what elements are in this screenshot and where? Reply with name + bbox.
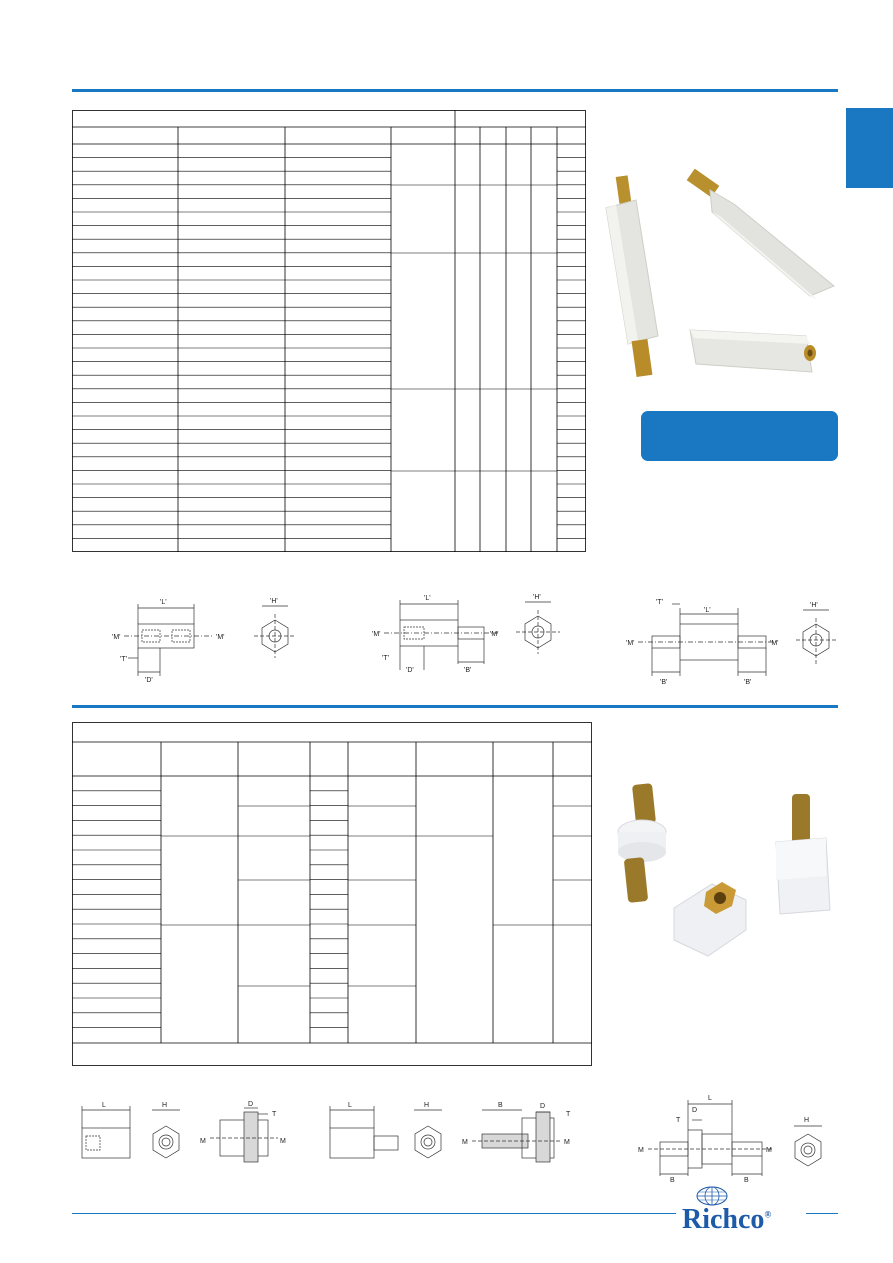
dim-M-left: M bbox=[638, 1147, 644, 1154]
dim-M-right: 'M' bbox=[490, 631, 499, 638]
dim-L: L bbox=[708, 1095, 712, 1102]
dim-B-left: B bbox=[670, 1177, 675, 1182]
dim-H: 'H' bbox=[810, 602, 818, 609]
dim-L: 'L' bbox=[424, 595, 431, 602]
middle-rule bbox=[72, 705, 838, 708]
drawing-bottom-3 bbox=[632, 1090, 838, 1182]
drawing-bottom-1 bbox=[74, 1098, 304, 1170]
dim-M-right: M bbox=[280, 1138, 286, 1145]
spacer-table-1 bbox=[72, 110, 586, 552]
dim-L: L bbox=[348, 1102, 352, 1109]
footer-rule-right bbox=[806, 1213, 838, 1214]
drawing-bottom-2 bbox=[326, 1098, 576, 1170]
product-photo-nylon-spacers bbox=[604, 780, 840, 960]
dim-T: 'T' bbox=[656, 599, 663, 606]
dim-B-right: 'B' bbox=[744, 679, 752, 686]
dim-M-left: 'M' bbox=[372, 631, 381, 638]
dim-D: D bbox=[540, 1103, 546, 1110]
dim-M-left: 'M' bbox=[112, 634, 121, 641]
dim-B: 'B' bbox=[464, 667, 472, 674]
dim-D: D bbox=[248, 1101, 254, 1108]
section-tab bbox=[846, 108, 893, 188]
dim-D: 'D' bbox=[145, 677, 153, 684]
dim-D: D bbox=[692, 1107, 698, 1114]
product-photo-hex-spacers bbox=[596, 168, 846, 390]
logo-wordmark: Richco® bbox=[682, 1204, 772, 1235]
dim-M-right: 'M' bbox=[216, 634, 225, 641]
footer-rule bbox=[72, 1213, 676, 1214]
dim-T: 'T' bbox=[120, 656, 127, 663]
drawing-top-2 bbox=[370, 590, 570, 680]
dim-M-right: M bbox=[564, 1139, 570, 1146]
dim-M-left: 'M' bbox=[626, 640, 635, 647]
dim-L: 'L' bbox=[160, 599, 167, 606]
dim-H: H bbox=[162, 1102, 168, 1109]
dim-B-left: 'B' bbox=[660, 679, 668, 686]
dim-H: H bbox=[804, 1117, 810, 1124]
dim-L: 'L' bbox=[704, 607, 711, 614]
dim-T: T bbox=[676, 1117, 681, 1124]
globe-icon bbox=[696, 1186, 728, 1206]
dim-L: L bbox=[102, 1102, 106, 1109]
dim-T: T bbox=[272, 1111, 277, 1118]
top-rule bbox=[72, 89, 838, 92]
dim-H: 'H' bbox=[533, 594, 541, 601]
dim-M-right: 'M' bbox=[770, 640, 779, 647]
dim-T: 'T' bbox=[382, 655, 389, 662]
dim-B-right: B bbox=[744, 1177, 749, 1182]
drawing-top-3 bbox=[624, 594, 838, 686]
dim-D: 'D' bbox=[406, 667, 414, 674]
info-box bbox=[641, 411, 838, 461]
dim-H: 'H' bbox=[270, 598, 278, 605]
dim-B: B bbox=[498, 1102, 503, 1109]
richco-logo bbox=[678, 1186, 806, 1236]
dim-M-right: M bbox=[766, 1147, 772, 1154]
drawing-top-1 bbox=[110, 594, 310, 684]
dim-H: H bbox=[424, 1102, 430, 1109]
dim-M-left: M bbox=[462, 1139, 468, 1146]
dim-T: T bbox=[566, 1111, 571, 1118]
spacer-table-2 bbox=[72, 722, 592, 1066]
dim-M-left: M bbox=[200, 1138, 206, 1145]
